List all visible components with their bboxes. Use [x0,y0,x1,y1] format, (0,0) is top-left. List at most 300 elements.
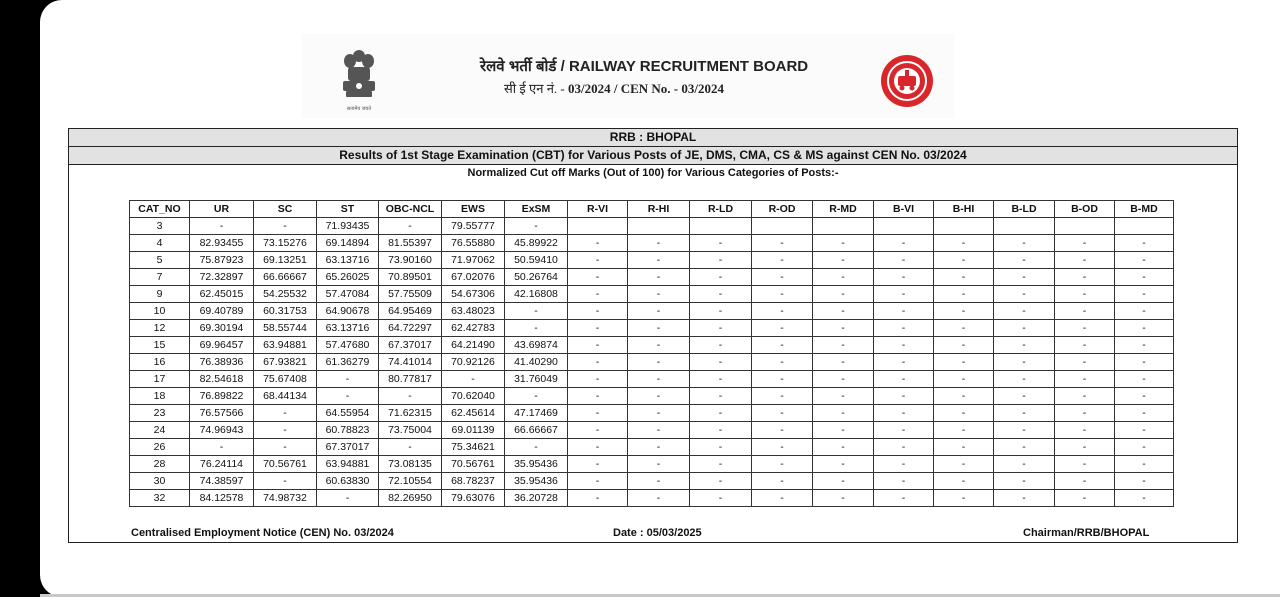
table-cell: - [1115,490,1174,507]
table-cell: - [690,303,752,320]
table-cell: - [994,456,1055,473]
table-row [130,252,1174,269]
table-header-row [130,201,1174,218]
column-header: B-HI [934,201,994,218]
table-row [130,405,1174,422]
table-cell: 74.96943 [190,422,254,439]
table-cell: 63.13716 [317,252,379,269]
table-cell: - [813,252,874,269]
table-cell: 70.62040 [442,388,505,405]
column-header: R-OD [752,201,813,218]
table-cell: 58.55744 [254,320,317,337]
column-header: B-VI [874,201,934,218]
table-body [130,218,1174,507]
table-cell: 63.48023 [442,303,505,320]
table-cell: - [874,286,934,303]
table-cell: 75.34621 [442,439,505,456]
table-cell: - [190,439,254,456]
table-cell: - [813,456,874,473]
table-cell [994,218,1055,235]
table-row [130,269,1174,286]
table-cell: - [1115,388,1174,405]
table-cell [874,218,934,235]
table-cell: - [628,490,690,507]
table-cell: 42.16808 [505,286,568,303]
table-cell: - [813,303,874,320]
table-cell: 76.89822 [190,388,254,405]
table-cell: - [874,269,934,286]
table-cell: - [1115,354,1174,371]
table-cell: - [505,303,568,320]
table-cell: - [994,252,1055,269]
table-cell: - [1055,405,1115,422]
table-cell: - [690,371,752,388]
table-cell: 18 [130,388,190,405]
table-cell: 23 [130,405,190,422]
table-cell: - [628,371,690,388]
table-cell: 69.30194 [190,320,254,337]
table-row [130,371,1174,388]
column-header: ST [317,201,379,218]
table-cell: 36.20728 [505,490,568,507]
table-cell [1115,218,1174,235]
table-cell: - [1115,473,1174,490]
board-name: RRB : BHOPAL [69,129,1237,147]
table-cell: - [190,218,254,235]
table-cell: - [568,337,628,354]
railway-logo-icon [880,54,934,108]
column-header: R-HI [628,201,690,218]
table-cell: 76.38936 [190,354,254,371]
table-cell: - [568,286,628,303]
table-cell: - [505,439,568,456]
footer-signatory: Chairman/RRB/BHOPAL [1023,527,1150,539]
table-cell: 64.21490 [442,337,505,354]
table-cell [752,218,813,235]
table-cell: 81.55397 [379,235,442,252]
table-cell: - [1055,286,1115,303]
table-cell: 73.90160 [379,252,442,269]
table-cell: - [1055,456,1115,473]
table-cell: - [934,456,994,473]
table-cell: 70.56761 [254,456,317,473]
table-cell: - [874,490,934,507]
table-cell: - [628,473,690,490]
table-cell: 80.77817 [379,371,442,388]
footer-date: Date : 05/03/2025 [613,527,702,539]
column-header: R-MD [813,201,874,218]
table-cell: 57.75509 [379,286,442,303]
table-cell: 69.96457 [190,337,254,354]
table-cell: 69.13251 [254,252,317,269]
table-cell: - [1055,337,1115,354]
table-cell: 69.40789 [190,303,254,320]
table-cell: - [752,235,813,252]
table-cell: - [1115,269,1174,286]
table-cell: 60.78823 [317,422,379,439]
table-cell: - [994,286,1055,303]
table-cell: - [628,235,690,252]
table-cell: - [752,405,813,422]
table-cell: - [1055,354,1115,371]
table-cell: - [1115,252,1174,269]
table-cell: - [568,439,628,456]
table-cell: 68.78237 [442,473,505,490]
table-cell: - [568,422,628,439]
table-cell: 9 [130,286,190,303]
table-cell: 76.57566 [190,405,254,422]
column-header: SC [254,201,317,218]
table-cell [628,218,690,235]
table-cell: - [1055,235,1115,252]
table-cell: - [1055,388,1115,405]
table-cell: - [874,422,934,439]
table-cell: 74.41014 [379,354,442,371]
table-cell: - [254,439,317,456]
table-cell: - [568,490,628,507]
table-cell: 16 [130,354,190,371]
column-header: CAT_NO [130,201,190,218]
table-cell: 31.76049 [505,371,568,388]
column-header: EWS [442,201,505,218]
table-cell: 35.95436 [505,456,568,473]
board-title: रेलवे भर्ती बोर्ड / RAILWAY RECRUITMENT BOARD [480,58,809,75]
table-cell: - [934,252,994,269]
table-cell [568,218,628,235]
table-cell: 74.98732 [254,490,317,507]
table-cell: - [379,388,442,405]
table-cell: - [994,269,1055,286]
table-cell: - [505,388,568,405]
column-header: B-LD [994,201,1055,218]
table-cell: - [813,439,874,456]
table-cell: 71.93435 [317,218,379,235]
table-cell [690,218,752,235]
table-row [130,286,1174,303]
table-cell: - [813,320,874,337]
table-cell: - [1115,371,1174,388]
table-cell: - [690,422,752,439]
table-cell: - [628,422,690,439]
table-cell: - [628,405,690,422]
table-cell: - [813,473,874,490]
table-cell: 5 [130,252,190,269]
table-cell: - [934,269,994,286]
table-cell: - [568,371,628,388]
table-cell: 61.36279 [317,354,379,371]
table-cell: 10 [130,303,190,320]
table-cell: - [752,269,813,286]
table-cell: - [690,405,752,422]
table-cell: - [813,269,874,286]
table-cell: 79.63076 [442,490,505,507]
table-cell: - [1115,235,1174,252]
table-cell: - [874,388,934,405]
table-cell: - [690,320,752,337]
table-cell: - [628,337,690,354]
table-cell: - [994,371,1055,388]
table-cell: - [317,490,379,507]
table-cell: 60.63830 [317,473,379,490]
table-cell: - [994,388,1055,405]
table-cell: - [994,405,1055,422]
table-cell: 69.14894 [317,235,379,252]
table-cell: 35.95436 [505,473,568,490]
table-cell: - [254,422,317,439]
table-cell: 62.42783 [442,320,505,337]
document-page [40,0,1280,597]
table-row [130,303,1174,320]
column-header: B-MD [1115,201,1174,218]
table-row [130,473,1174,490]
table-cell: - [568,320,628,337]
table-cell: - [874,439,934,456]
table-cell: 64.55954 [317,405,379,422]
table-cell: - [690,456,752,473]
table-cell: 26 [130,439,190,456]
table-cell: - [813,422,874,439]
table-cell: 71.62315 [379,405,442,422]
results-title: Results of 1st Stage Examination (CBT) for Various Posts of JE, DMS, CMA, CS & MS against CEN No. 03/2024 [69,147,1237,165]
table-cell: - [568,354,628,371]
table-cell: 12 [130,320,190,337]
table-cell: - [752,473,813,490]
table-cell: - [568,456,628,473]
table-cell [813,218,874,235]
table-cell: - [813,286,874,303]
table-cell: 69.01139 [442,422,505,439]
table-row [130,320,1174,337]
table-cell: - [874,235,934,252]
table-cell: - [1055,252,1115,269]
table-cell: - [752,252,813,269]
column-header: UR [190,201,254,218]
cutoff-table [129,200,1174,507]
table-cell: - [934,473,994,490]
table-cell: 64.72297 [379,320,442,337]
table-cell: 66.66667 [505,422,568,439]
table-cell: - [934,388,994,405]
table-cell: 75.67408 [254,371,317,388]
table-cell: - [1115,303,1174,320]
table-cell: - [628,252,690,269]
table-cell: - [1115,405,1174,422]
table-cell: 57.47680 [317,337,379,354]
table-cell: 54.25532 [254,286,317,303]
table-cell: - [1115,422,1174,439]
table-cell: - [934,371,994,388]
table-cell: 28 [130,456,190,473]
table-cell: 41.40290 [505,354,568,371]
table-cell: - [690,388,752,405]
table-cell: - [254,218,317,235]
table-cell: - [752,439,813,456]
table-cell: 54.67306 [442,286,505,303]
table-cell: 3 [130,218,190,235]
table-cell: - [874,354,934,371]
table-cell: 71.97062 [442,252,505,269]
table-cell: - [628,456,690,473]
table-cell: 65.26025 [317,269,379,286]
table-cell: - [379,439,442,456]
table-cell: 68.44134 [254,388,317,405]
table-cell: - [568,252,628,269]
table-cell: - [568,388,628,405]
table-cell: 70.89501 [379,269,442,286]
table-cell: 66.66667 [254,269,317,286]
table-cell: - [690,235,752,252]
table-cell: - [1115,439,1174,456]
document-header [302,34,954,118]
column-header: R-LD [690,201,752,218]
table-cell: - [813,354,874,371]
table-cell: - [1055,473,1115,490]
table-cell: - [628,320,690,337]
table-cell: - [568,473,628,490]
table-cell: - [752,286,813,303]
table-cell: 70.56761 [442,456,505,473]
table-cell: - [874,252,934,269]
table-cell: - [690,286,752,303]
table-cell: - [994,337,1055,354]
table-cell: - [379,218,442,235]
table-cell: - [568,269,628,286]
table-cell: 82.93455 [190,235,254,252]
table-cell: 50.26764 [505,269,568,286]
table-cell: - [628,269,690,286]
table-cell: - [813,405,874,422]
table-cell: 30 [130,473,190,490]
table-cell: 63.94881 [317,456,379,473]
table-cell: - [752,303,813,320]
table-cell: - [1055,490,1115,507]
table-cell: - [1055,269,1115,286]
table-row [130,490,1174,507]
table-cell: - [934,286,994,303]
table-cell: - [690,252,752,269]
table-cell: 74.38597 [190,473,254,490]
table-cell: - [628,439,690,456]
table-cell: - [934,422,994,439]
table-cell: 82.54618 [190,371,254,388]
table-cell: - [254,473,317,490]
table-cell: - [317,371,379,388]
table-cell: - [994,473,1055,490]
table-cell: 82.26950 [379,490,442,507]
table-cell: 64.95469 [379,303,442,320]
table-cell: - [505,218,568,235]
table-cell: - [690,490,752,507]
table-row [130,337,1174,354]
table-cell: - [690,269,752,286]
table-cell: - [505,320,568,337]
table-cell: 67.37017 [317,439,379,456]
table-cell: - [690,439,752,456]
table-cell: - [442,371,505,388]
column-header: B-OD [1055,201,1115,218]
table-cell: - [628,354,690,371]
table-cell: 67.93821 [254,354,317,371]
table-cell: 79.55777 [442,218,505,235]
table-cell: - [1055,439,1115,456]
table-cell: - [1115,456,1174,473]
table-cell: - [628,303,690,320]
table-cell: - [934,439,994,456]
table-cell: - [813,371,874,388]
table-cell: - [934,235,994,252]
table-cell: 50.59410 [505,252,568,269]
table-cell [1055,218,1115,235]
table-cell: - [752,371,813,388]
table-cell: 7 [130,269,190,286]
table-cell: 67.02076 [442,269,505,286]
table-cell: - [874,303,934,320]
table-cell: - [934,320,994,337]
table-cell: - [1115,286,1174,303]
table-cell: - [317,388,379,405]
table-cell: - [934,303,994,320]
table-cell: - [934,490,994,507]
table-cell: - [994,235,1055,252]
footer-cen: Centralised Employment Notice (CEN) No. 03/2024 [131,527,394,539]
table-cell: 70.92126 [442,354,505,371]
table-cell: 73.15276 [254,235,317,252]
table-cell: - [1055,422,1115,439]
table-cell: - [813,337,874,354]
table-cell: 45.89922 [505,235,568,252]
table-cell: - [874,456,934,473]
table-cell: - [874,473,934,490]
table-cell: - [994,303,1055,320]
table-cell: - [752,320,813,337]
table-cell: 43.69874 [505,337,568,354]
table-cell: 84.12578 [190,490,254,507]
table-cell: 24 [130,422,190,439]
table-cell: - [813,388,874,405]
table-cell: - [752,337,813,354]
cen-number: सी ई एन नं. - 03/2024 / CEN No. - 03/2024 [504,81,724,96]
table-row [130,422,1174,439]
table-cell: 72.32897 [190,269,254,286]
table-row [130,439,1174,456]
table-row [130,235,1174,252]
table-cell: - [994,422,1055,439]
table-cell: - [752,354,813,371]
table-cell: - [690,354,752,371]
table-cell [934,218,994,235]
table-cell: 76.24114 [190,456,254,473]
table-cell: - [994,354,1055,371]
table-cell: 17 [130,371,190,388]
table-cell: - [752,422,813,439]
table-cell: 47.17469 [505,405,568,422]
table-cell: - [1115,320,1174,337]
table-cell: 72.10554 [379,473,442,490]
table-cell: - [874,320,934,337]
national-emblem-icon [339,47,379,113]
table-subtitle: Normalized Cut off Marks (Out of 100) for Various Categories of Posts:- [467,167,839,179]
table-cell: 67.37017 [379,337,442,354]
table-cell: - [874,371,934,388]
table-cell: 63.94881 [254,337,317,354]
column-header: OBC-NCL [379,201,442,218]
table-cell: - [934,337,994,354]
table-cell: 73.08135 [379,456,442,473]
emblem-caption: सत्यमेव जयते [346,106,372,112]
table-cell: - [752,456,813,473]
column-header: ExSM [505,201,568,218]
table-cell: - [1055,303,1115,320]
